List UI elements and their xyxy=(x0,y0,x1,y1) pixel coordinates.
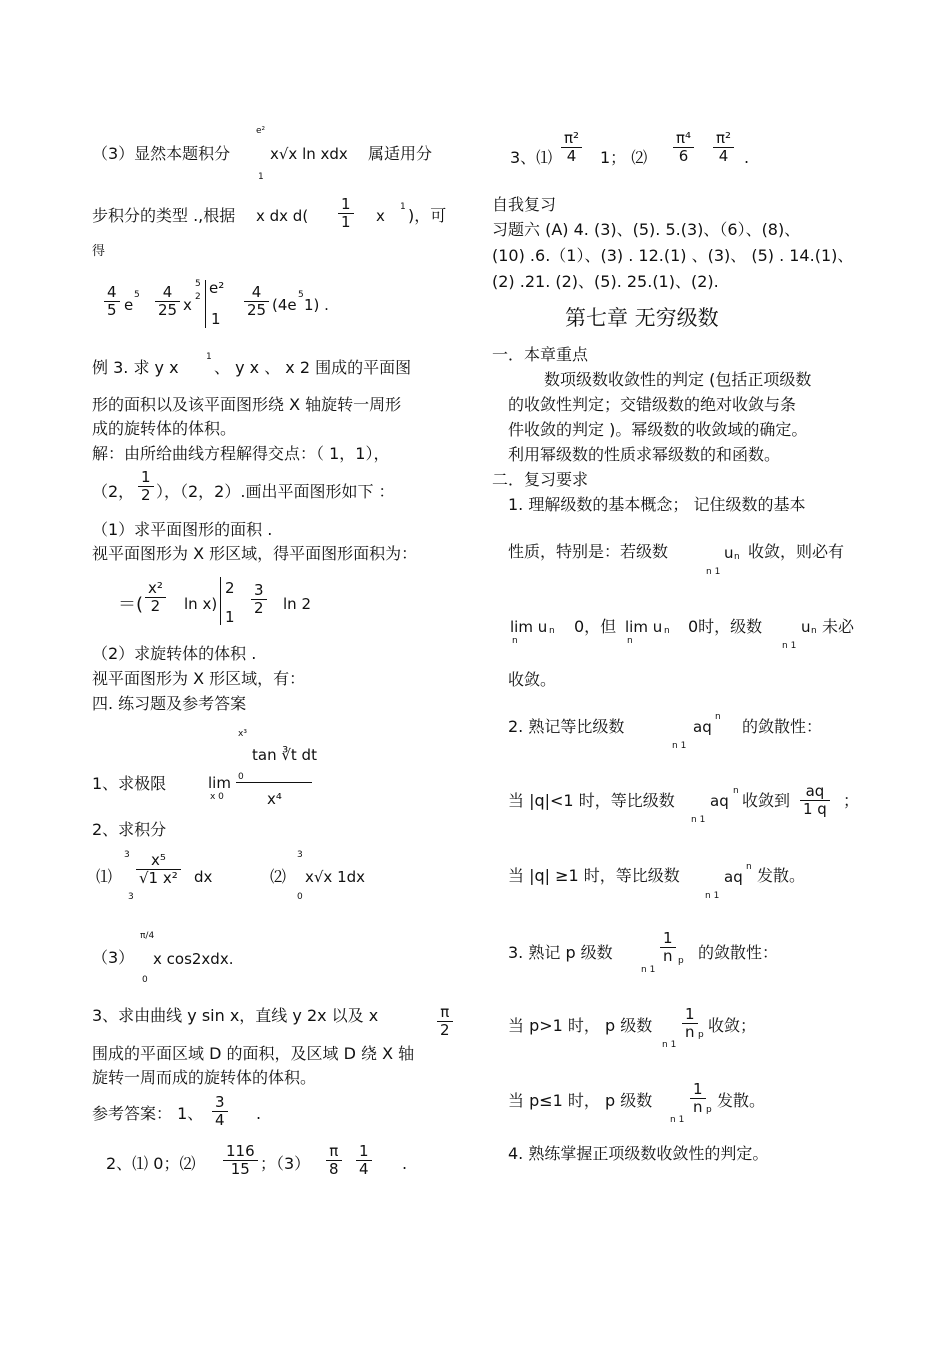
math-expression: x cos2xdx. xyxy=(153,950,234,968)
subscript: n xyxy=(734,552,740,562)
fraction: $\frac{4}{25}$ xyxy=(244,284,269,320)
text-line: 当 |q| ≥1 时，等比级数 xyxy=(508,866,680,885)
superscript: n xyxy=(746,862,752,872)
text-line: 、 y x 、 x 2 围成的平面图 xyxy=(214,358,412,377)
text-line: 0，但 xyxy=(574,617,617,636)
fraction: $\frac{\text{x⁵}}{\text{√1 x²}}$ xyxy=(136,852,181,888)
text-line: 1. 理解级数的基本概念； 记住级数的基本 xyxy=(508,495,806,514)
eval-lower: 1 xyxy=(225,608,235,626)
fraction: $\frac{\text{π²}}{4}$ xyxy=(561,130,582,166)
fraction: $\frac{\pi}{2}$ xyxy=(437,1004,453,1040)
math-variable: x⁴ xyxy=(267,790,282,808)
fraction: $\frac{\text{π⁴}}{6}$ xyxy=(673,130,694,166)
integral-upper-limit: 3 xyxy=(297,850,303,860)
text-line: （1）求平面图形的面积 . xyxy=(92,520,273,539)
text-line: (10) .6.（1）、(3) . 12.(1) 、(3)、 (5) . 14.(1)、 xyxy=(492,246,854,265)
eval-upper: e² xyxy=(209,279,225,297)
integral-lower-limit: 0 xyxy=(297,892,303,902)
math-variable: e xyxy=(124,296,134,314)
text-line: 3、求由曲线 y sin x，直线 y 2x 以及 x xyxy=(92,1006,379,1025)
superscript: 5 xyxy=(195,279,201,289)
math-variable: x xyxy=(183,296,192,314)
eval-lower: 1 xyxy=(211,310,221,328)
text-line: 2、⑴ 0；⑵ xyxy=(106,1154,196,1173)
text-line: 旋转一周而成的旋转体的体积。 xyxy=(92,1068,317,1087)
text-line: 2、求积分 xyxy=(92,820,167,839)
text-line: 当 p≤1 时， p 级数 xyxy=(508,1091,653,1110)
text-line: . xyxy=(402,1154,408,1173)
text-line: ），（2，2）.画出平面图形如下 ： xyxy=(156,482,395,501)
superscript: n xyxy=(715,712,721,722)
fraction: $\frac{4}{5}$ xyxy=(104,284,120,320)
text-line: 收敛，则必有 xyxy=(748,542,845,561)
text-line: 4. 熟练掌握正项级数收敛性的判定。 xyxy=(508,1144,769,1163)
item-label: ⑵ xyxy=(270,867,287,886)
math-expression: ln 2 xyxy=(283,595,311,613)
superscript: p xyxy=(698,1030,704,1040)
subscript: x 0 xyxy=(210,792,224,802)
text-line: 的收敛性判定；交错级数的绝对收敛与条 xyxy=(508,395,797,414)
math-variable: x xyxy=(376,207,385,225)
summation-index: n 1 xyxy=(691,815,706,825)
text-line: 围成的平面区域 D 的面积，及区域 D 绕 X 轴 xyxy=(92,1044,415,1063)
text-line: 件收敛的判定 )。幂级数的收敛域的确定。 xyxy=(508,420,808,439)
integral-lower-limit: 0 xyxy=(238,772,244,782)
summation-index: n 1 xyxy=(672,741,687,751)
integral-upper-limit: e² xyxy=(256,126,266,136)
text-line: 性质，特别是：若级数 xyxy=(508,542,669,561)
text-line: （3）显然本题积分 xyxy=(92,144,231,163)
text-line: 习题六 (A) 4. (3)、(5). 5.(3)、（6）、(8)、 xyxy=(492,220,801,239)
fraction: $\frac{aq}{1 q}$ xyxy=(800,783,830,819)
math-expression: ＝( xyxy=(118,594,144,615)
text-line: 视平面图形为 X 形区域，得平面图形面积为： xyxy=(92,544,418,563)
text-line: (2) .21. (2)、(5). 25.(1)、(2). xyxy=(492,272,719,291)
chapter-title: 第七章 无穷级数 xyxy=(565,306,719,330)
text-line: 收敛到 xyxy=(742,791,791,810)
fraction: $\frac{4}{25}$ xyxy=(155,284,180,320)
integral-upper-limit: π/4 xyxy=(140,931,155,941)
fraction: $\frac{1}{2}$ xyxy=(138,469,154,505)
math-operator: lim u xyxy=(510,618,548,636)
math-variable: u xyxy=(724,544,734,562)
text-line: 的敛散性： xyxy=(742,717,823,736)
fraction-bar xyxy=(236,782,312,783)
text-line: 得 xyxy=(92,244,106,259)
text-line: 0时，级数 xyxy=(688,617,763,636)
superscript: x³ xyxy=(238,729,247,739)
summation-index: n 1 xyxy=(670,1115,685,1125)
math-expression: tan ∛t dt xyxy=(252,746,317,764)
superscript: 1 xyxy=(206,352,212,362)
summation-index: n 1 xyxy=(705,891,720,901)
subscript: n xyxy=(549,626,555,636)
fraction: $\frac{\text{π²}}{4}$ xyxy=(713,130,734,166)
text-line: 收敛； xyxy=(708,1016,757,1035)
summation-index: n 1 xyxy=(641,965,656,975)
superscript: 5 xyxy=(298,290,304,300)
text-line: 2. 熟记等比级数 xyxy=(508,717,625,736)
fraction: $\frac{3}{4}$ xyxy=(212,1094,228,1130)
text-line: 收敛。 xyxy=(508,670,557,689)
text-line: 视平面图形为 X 形区域，有： xyxy=(92,669,306,688)
math-expression: 1) . xyxy=(304,296,329,314)
fraction: $\frac{1}{n}$ xyxy=(690,1081,706,1117)
text-line: （2， xyxy=(92,482,135,501)
text-line: 形的面积以及该平面图形绕 X 轴旋转一周形 xyxy=(92,395,402,414)
subscript: n xyxy=(664,626,670,636)
text-line: 自我复习 xyxy=(492,195,557,214)
text-line: 解：由所给曲线方程解得交点：（ 1，1）， xyxy=(92,444,390,463)
math-operator: lim u xyxy=(625,618,663,636)
text-line: 1； ⑵ xyxy=(600,148,648,167)
math-variable: aq xyxy=(724,868,743,886)
subscript: n xyxy=(627,636,633,646)
text-line: ； xyxy=(843,791,860,810)
fraction: $\frac{1}{n}$ xyxy=(660,930,676,966)
fraction: $\frac{1}{4}$ xyxy=(356,1143,372,1179)
text-line: 1、求极限 xyxy=(92,774,167,793)
subscript: n xyxy=(811,626,817,636)
summation-index: n 1 xyxy=(662,1040,677,1050)
math-expression: x√x 1dx xyxy=(305,868,366,886)
integral-lower-limit: 3 xyxy=(128,892,134,902)
text-line: 成的旋转体的体积。 xyxy=(92,419,237,438)
superscript: 5 xyxy=(134,290,140,300)
text-line: 未必 xyxy=(822,617,855,636)
math-expression: x√x ln xdx xyxy=(270,145,348,163)
summation-index: n 1 xyxy=(782,641,797,651)
math-variable: aq xyxy=(693,718,712,736)
superscript: 1 xyxy=(400,202,406,212)
section-heading: 四. 练习题及参考答案 xyxy=(92,694,247,713)
integral-lower-limit: 0 xyxy=(142,975,148,985)
text-line: 步积分的类型 .,根据 xyxy=(92,206,236,225)
math-variable: u xyxy=(801,618,811,636)
text-line: 3、⑴ xyxy=(510,148,553,167)
integral-upper-limit: 3 xyxy=(124,850,130,860)
item-label: ⑴ xyxy=(96,867,113,886)
section-heading: 二．复习要求 xyxy=(492,470,589,489)
text-line: ；（3） xyxy=(260,1154,311,1173)
superscript: 2 xyxy=(195,292,201,302)
evaluation-bar xyxy=(205,280,206,328)
fraction: $\frac{1}{1}$ xyxy=(338,196,354,232)
evaluation-bar xyxy=(220,577,221,625)
fraction: $\frac{3}{2}$ xyxy=(251,582,267,618)
text-line: 数项级数收敛性的判定 (包括正项级数 xyxy=(544,370,812,389)
superscript: p xyxy=(678,956,684,966)
fraction: $\frac{1}{n}$ xyxy=(682,1006,698,1042)
subscript: n xyxy=(512,636,518,646)
text-line: )，可 xyxy=(408,206,447,225)
text-line: . xyxy=(744,148,750,167)
text-line: 3. 熟记 p 级数 xyxy=(508,943,613,962)
text-line: . xyxy=(256,1104,262,1123)
fraction: $\frac{\text{x²}}{2}$ xyxy=(145,580,166,616)
text-line: 参考答案： 1、 xyxy=(92,1104,204,1123)
text-line: （2）求旋转体的体积 . xyxy=(92,644,257,663)
text-line: 例 3. 求 y x xyxy=(92,358,179,377)
fraction: $\frac{116}{15}$ xyxy=(223,1143,258,1179)
superscript: p xyxy=(706,1105,712,1115)
math-expression: dx xyxy=(194,868,213,886)
section-heading: 一．本章重点 xyxy=(492,345,589,364)
text-line: 发散。 xyxy=(757,866,806,885)
math-expression: ln x) xyxy=(184,595,218,613)
integral-lower-limit: 1 xyxy=(258,172,264,182)
text-line: 属适用分 xyxy=(368,144,433,163)
text-line: 当 |q|<1 时，等比级数 xyxy=(508,791,675,810)
summation-index: n 1 xyxy=(706,567,721,577)
superscript: n xyxy=(733,786,739,796)
eval-upper: 2 xyxy=(225,579,235,597)
math-operator: lim xyxy=(208,774,231,792)
math-expression: x dx d( xyxy=(256,207,309,225)
item-label: （3） xyxy=(92,948,135,967)
text-line: 的敛散性： xyxy=(698,943,779,962)
text-line: 当 p>1 时， p 级数 xyxy=(508,1016,653,1035)
math-variable: aq xyxy=(710,792,729,810)
text-line: 利用幂级数的性质求幂级数的和函数。 xyxy=(508,445,781,464)
text-line: 发散。 xyxy=(717,1091,766,1110)
fraction: $\frac{\pi}{8}$ xyxy=(326,1143,342,1179)
math-expression: (4e xyxy=(272,296,297,314)
